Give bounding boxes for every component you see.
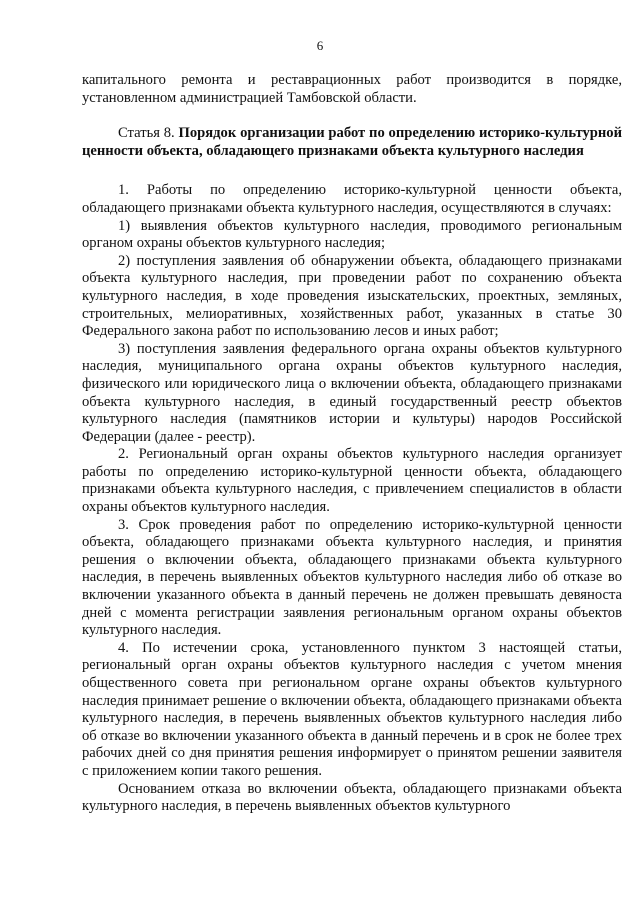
paragraph-1-item-3: 3) поступления заявления федерального органа охраны объектов культурного наследия, муниципального органа охраны объектов культурного наследия, физического или юридического лица о включении объекта, обладающего признаками объекта культурного наследия, в единый государственный реестр объектов культурного наследия (памятников истории и культуры) народов Российской Федерации (далее - реестр). <box>82 340 622 445</box>
paragraph-1: 1. Работы по определению историко-культурной ценности объекта, обладающего признаками объекта культурного наследия, осуществляются в случаях: <box>82 182 622 216</box>
paragraph-1-item-2: 2) поступления заявления об обнаружении объекта, обладающего признаками объекта культурного наследия, при проведении работ по сохранению объекта культурного наследия, в ходе проведения изыскательских, проектных, земляных, строительных, мелиоративных, хозяйственных работ, указанных в статье 30 Федерального закона работ по использованию лесов и иных работ; <box>82 252 622 340</box>
article-number: Статья 8. <box>118 125 179 142</box>
page-number: 6 <box>316 38 324 53</box>
paragraph-1-item-1: 1) выявления объектов культурного наследия, проводимого региональным органом охраны объектов культурного наследия; <box>82 217 622 252</box>
document-body <box>82 72 622 816</box>
paragraph-5: Основанием отказа во включении объекта, обладающего признаками объекта культурного наследия, в перечень выявленных объектов культурного <box>82 780 622 815</box>
paragraph-4: 4. По истечении срока, установленного пунктом 3 настоящей статьи, региональный орган охраны объектов культурного наследия с учетом мнения общественного совета при региональном органе охраны объектов культурного наследия принимает решение о включении объекта, обладающего признаками объекта культурного наследия, в перечень выявленных объектов культурного наследия либо об отказе во включении указанного объекта в данный перечень и в срок не более трех рабочих дней со дня принятия решения информирует о принятом решении заявителя с приложением копии такого решения. <box>82 639 622 779</box>
article-title: Порядок организации работ по определению историко-культурной ценности объекта, обладающего признаками объекта культурного наследия <box>82 125 623 159</box>
paragraph-continuation: капитального ремонта и реставрационных работ производится в порядке, установленном администрацией Тамбовской области. <box>82 72 622 106</box>
article-heading <box>82 125 622 160</box>
paragraph-2: 2. Региональный орган охраны объектов культурного наследия организует работы по определению историко-культурной ценности объекта, обладающего признаками объекта культурного наследия, с привлечением специалистов в области охраны объектов культурного наследия. <box>82 446 622 516</box>
paragraph-3: 3. Срок проведения работ по определению историко-культурной ценности объекта, обладающего признаками объекта культурного наследия, и принятия решения о включении объекта, обладающего признаками объекта культурного наследия, в перечень выявленных объектов культурного наследия либо об отказе во включении указанного объекта в данный перечень не должен превышать девяноста дней с момента регистрации заявления региональным органом охраны объектов культурного наследия. <box>82 516 622 639</box>
